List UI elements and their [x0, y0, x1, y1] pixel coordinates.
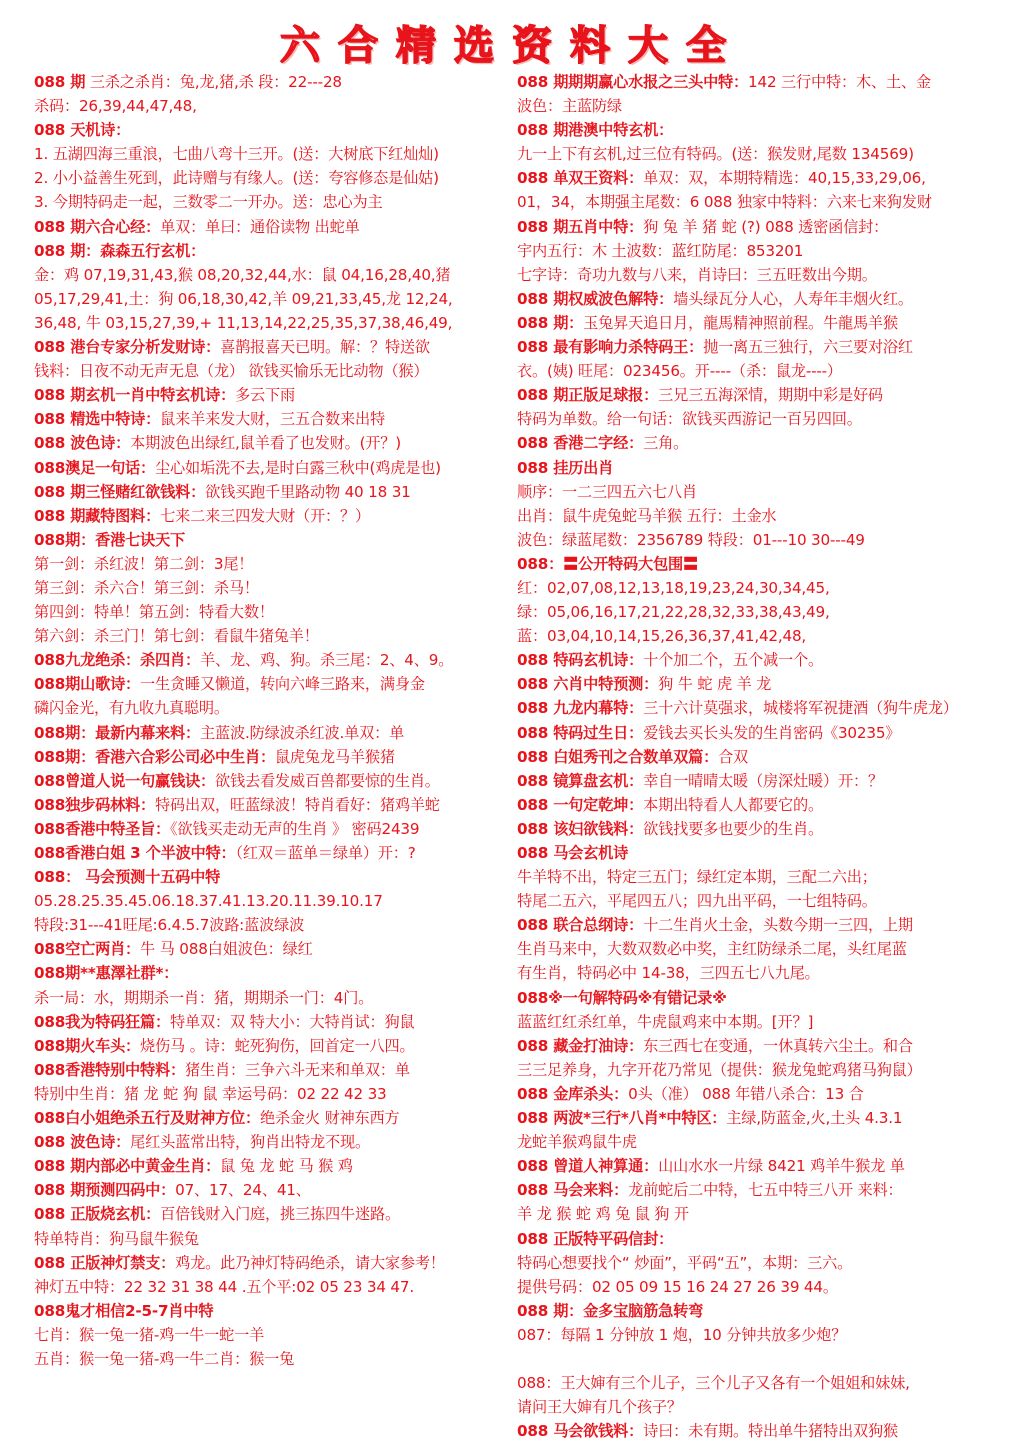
entry-label: 088 期 — [34, 73, 86, 91]
left-line — [34, 1227, 518, 1251]
left-line — [34, 311, 518, 335]
entry-label: 088 正版神灯禁支： — [34, 1253, 176, 1272]
right-line — [517, 359, 992, 383]
page-title: 六合精选资料大全 — [280, 23, 744, 69]
right-line — [517, 431, 992, 455]
entry-label: 088 期期期赢心水报之三头中特： — [517, 73, 749, 91]
right-line — [517, 600, 992, 624]
entry-text: 142 三行中特：木、土、金 — [748, 73, 931, 91]
left-line — [34, 769, 518, 793]
left-line — [34, 600, 518, 624]
right-line — [517, 1178, 992, 1202]
entry-label: 088※一句解特码※有错记录※ — [517, 988, 727, 1007]
entry-text: 顺序：一二三四五六七八肖 — [517, 482, 697, 501]
right-line — [517, 190, 992, 214]
entry-text: 尘心如垢洗不去,是时白露三秋中(鸡虎是也) — [155, 458, 441, 477]
entry-text: （红双＝蓝单＝绿单）开：? — [235, 844, 416, 862]
entry-label: 088 期内部必中黄金生肖： — [34, 1157, 221, 1176]
entry-text: 玉兔昇天追日月，龍馬精神照前程。牛龍馬羊猴 — [583, 313, 898, 332]
right-line — [517, 769, 992, 793]
right-line — [517, 1227, 992, 1251]
left-line — [34, 1347, 518, 1371]
right-line — [517, 263, 992, 287]
entry-text: 金：鸡 07,19,31,43,猴 08,20,32,44,水：鼠 04,16,28,40,猪 — [34, 265, 451, 284]
entry-text: 087：每隔 1 分钟放 1 炮，10 分钟共放多少炮？ — [517, 1325, 847, 1344]
entry-text: 诗曰：未有期。特出单牛猪特出双狗猴 — [643, 1422, 898, 1441]
entry-text: 喜鹊报喜天已明。解：？特送欲 — [220, 338, 430, 357]
entry-label: 088 曾道人神算通： — [517, 1157, 659, 1176]
entry-label: 088 单双王资料： — [517, 169, 644, 188]
entry-label: 088 马会来料： — [517, 1181, 629, 1200]
entry-label: 088 镜算盘玄机： — [517, 771, 644, 790]
right-line — [517, 287, 992, 311]
left-line — [34, 70, 518, 94]
entry-label: 088：〓公开特码大包围〓 — [517, 554, 698, 573]
left-line — [34, 841, 518, 865]
left-line — [34, 1275, 518, 1299]
entry-text: 七肖：猴一兔一猪-鸡一牛一蛇一羊 — [34, 1325, 265, 1344]
left-line — [34, 431, 518, 455]
right-line — [517, 937, 992, 961]
left-line — [34, 1082, 518, 1106]
entry-label: 088 精选中特诗： — [34, 410, 161, 429]
right-line — [517, 118, 992, 142]
left-line — [34, 456, 518, 480]
entry-label: 088期：香港七诀天下 — [34, 530, 186, 549]
left-line — [34, 552, 518, 576]
right-line — [517, 1130, 992, 1154]
entry-text: 爱钱去买长头发的生肖密码《30235》 — [643, 723, 901, 742]
left-line — [34, 624, 518, 648]
entry-label: 088 波色诗： — [34, 434, 131, 453]
entry-label: 088 最有影响力杀特码王： — [517, 338, 704, 357]
right-line — [517, 480, 992, 504]
right-line — [517, 841, 992, 865]
left-line — [34, 1251, 518, 1275]
right-line — [517, 311, 992, 335]
right-line — [517, 1251, 992, 1275]
entry-text: 07、17、24、41、 — [175, 1181, 311, 1200]
left-line — [34, 383, 518, 407]
right-line — [517, 1010, 992, 1034]
left-line — [34, 1323, 518, 1347]
right-column — [517, 70, 992, 1443]
left-line — [34, 166, 518, 190]
entry-text: 东三西七在变通，一休真转六尘土。和合 — [643, 1036, 913, 1055]
left-line — [34, 913, 518, 937]
entry-text: 鸡龙。此乃神灯特码绝杀，请大家参考！ — [175, 1253, 445, 1272]
right-line — [517, 1395, 992, 1419]
entry-text: 绿：05,06,16,17,21,22,28,32,33,38,43,49, — [517, 603, 830, 622]
entry-text: 单双：单曰：通俗读物 出蛇单 — [160, 217, 360, 236]
entry-text: 杀码：26,39,44,47,48, — [34, 97, 197, 116]
entry-text: 088：王大婶有三个儿子，三个儿子又各有一个姐姐和妹妹, — [517, 1374, 910, 1393]
entry-text: 主绿,防蓝金,火,土头 4.3.1 — [726, 1109, 903, 1128]
left-line — [34, 672, 518, 696]
entry-label: 088曾道人说一句赢钱诀： — [34, 771, 215, 790]
entry-text: 幸自一晴晴太暖（房深灶暖）开：？ — [643, 771, 883, 790]
left-line — [34, 889, 518, 913]
entry-text: 3. 今期特码走一起，三数零二一开办。送：忠心为主 — [34, 193, 383, 212]
entry-label: 088 期五肖中特： — [517, 217, 644, 236]
left-line — [34, 865, 518, 889]
right-line — [517, 648, 992, 672]
entry-text: 波色：绿蓝尾数：2356789 特段：01---10 30---49 — [517, 530, 865, 549]
entry-label: 088 期： — [517, 313, 584, 332]
entry-text: 百倍钱财入门庭，挑三拣四牛迷路。 — [160, 1205, 400, 1224]
entry-label: 088白小姐绝杀五行及财神方位： — [34, 1109, 260, 1128]
right-line — [517, 166, 992, 190]
right-line — [517, 70, 992, 94]
right-line — [517, 1058, 992, 1082]
entry-label: 088九龙绝杀：杀四肖： — [34, 651, 200, 670]
entry-label: 088澳足一句话： — [34, 458, 156, 477]
entry-text: 1. 五湖四海三重浪，七曲八弯十三开。(送：大树底下红灿灿) — [34, 145, 439, 164]
entry-label: 088 港台专家分析发财诗： — [34, 338, 221, 357]
entry-text: 红：02,07,08,12,13,18,19,23,24,30,34,45, — [517, 578, 830, 597]
entry-text: 生肖马来中，大数双数必中奖，主红防绿杀二尾，头红尾蓝 — [517, 940, 907, 959]
entry-text: 特码心想要找个“ 炒面”，平码“五”，本期：三六。 — [517, 1253, 853, 1272]
entry-text: 36,48, 牛 03,15,27,39,+ 11,13,14,22,25,35,37,38,46,49, — [34, 313, 453, 332]
left-line — [34, 1106, 518, 1130]
right-line — [517, 1275, 992, 1299]
left-line — [34, 263, 518, 287]
entry-text: 2. 小小益善生死到，此诗赠与有缘人。(送：夸容修态是仙姑) — [34, 169, 439, 188]
entry-label: 088 期六合心经： — [34, 217, 161, 236]
right-line — [517, 672, 992, 696]
right-line — [517, 407, 992, 431]
right-line — [517, 745, 992, 769]
entry-text: 羊 龙 猴 蛇 鸡 兔 鼠 狗 开 — [517, 1205, 689, 1224]
entry-text: 主蓝波.防绿波杀红波.单双：单 — [200, 723, 405, 742]
left-line — [34, 118, 518, 142]
left-line — [34, 961, 518, 985]
entry-label: 088期火车头： — [34, 1036, 141, 1055]
entry-text: 龙前蛇后二中特，七五中特三八开 来料： — [628, 1181, 903, 1200]
left-line — [34, 480, 518, 504]
entry-label: 088鬼才相信2-5-7肖中特 — [34, 1301, 214, 1320]
entry-text: 多云下雨 — [235, 386, 296, 405]
right-line — [517, 1034, 992, 1058]
left-line — [34, 576, 518, 600]
entry-label: 088 马会欲钱料： — [517, 1422, 644, 1441]
left-line — [34, 1034, 518, 1058]
entry-text: 衣。(姨) 旺尾：023456。开----（杀：鼠龙----） — [517, 362, 842, 381]
entry-label: 088 六肖中特预测： — [517, 675, 659, 694]
left-line — [34, 1202, 518, 1226]
right-line — [517, 335, 992, 359]
entry-label: 088 特码玄机诗： — [517, 651, 644, 670]
entry-label: 088 一句定乾坤： — [517, 795, 644, 814]
entry-text: 狗 牛 蛇 虎 羊 龙 — [658, 675, 772, 694]
entry-text: 01，34，本期强主尾数：6 088 独家中特料：六来七来狗发财 — [517, 193, 932, 212]
right-line — [517, 913, 992, 937]
entry-label: 088香港白姐 3 个半波中特： — [34, 844, 236, 862]
right-line — [517, 1419, 992, 1443]
entry-text: 牛 马 088白姐波色：绿红 — [140, 940, 313, 959]
entry-label: 088 香港二字经： — [517, 434, 644, 453]
entry-label: 088 藏金打油诗： — [517, 1036, 644, 1055]
right-line — [517, 1371, 992, 1395]
entry-text: 抛一离五三独行，六三要对浴红 — [703, 338, 913, 357]
entry-text: 欲钱去看发威百兽都要惊的生肖。 — [214, 771, 440, 790]
left-line — [34, 407, 518, 431]
right-line — [517, 793, 992, 817]
entry-text: 第六剑：杀三门！第七剑：看鼠牛猪兔羊！ — [34, 627, 319, 646]
right-line — [517, 1154, 992, 1178]
entry-text: 尾红头蓝常出特，狗肖出特龙不现。 — [130, 1133, 370, 1152]
entry-text: 宇内五行：木 土波数：蓝红防尾：853201 — [517, 241, 804, 260]
right-line — [517, 817, 992, 841]
left-line — [34, 504, 518, 528]
left-line — [34, 1058, 518, 1082]
entry-label: 088 期：森森五行玄机： — [34, 241, 206, 260]
entry-text: 第四剑：特单！第五剑：特看大数！ — [34, 603, 274, 622]
entry-text: 合双 — [718, 747, 749, 766]
entry-label: 088期**惠澤社群*： — [34, 964, 179, 983]
right-line — [517, 504, 992, 528]
left-line — [34, 817, 518, 841]
entry-text: 单双：双，本期特精选：40,15,33,29,06, — [643, 169, 926, 188]
entry-text: 十个加二个，五个减一个。 — [643, 651, 823, 670]
entry-text: 钱料：日夜不动无声无息（龙） 欲钱买愉乐无比动物（猴） — [34, 362, 429, 381]
right-line — [517, 961, 992, 985]
entry-text: 本期出特看人人都要它的。 — [643, 795, 823, 814]
right-line — [517, 552, 992, 576]
entry-text: 特单特肖：狗马鼠牛猴兔 — [34, 1229, 199, 1248]
left-line — [34, 1299, 518, 1323]
entry-text: 提供号码：02 05 09 15 16 24 27 26 39 44。 — [517, 1277, 838, 1296]
entry-text: 七字诗：奇功九数与八来，肖诗曰：三五旺数出今期。 — [517, 265, 877, 284]
entry-label: 088 期玄机一肖中特玄机诗： — [34, 386, 236, 405]
entry-text: 欲钱找要多也要少的生肖。 — [643, 819, 823, 838]
right-line — [517, 142, 992, 166]
entry-text: 烧伤马 。诗：蛇死狗伤，回首定一八四。 — [140, 1036, 415, 1055]
entry-label: 088 正版烧玄机： — [34, 1205, 161, 1224]
entry-label: 088 期藏特图料： — [34, 506, 161, 525]
entry-label: 088期：最新内幕来料： — [34, 723, 200, 742]
entry-text: 有生肖，特码必中 14-38，三四五七八九尾。 — [517, 964, 820, 983]
left-line — [34, 793, 518, 817]
entry-label: 088期山歌诗： — [34, 675, 141, 694]
left-line — [34, 696, 518, 720]
right-line — [517, 696, 992, 720]
entry-text: 特单双：双 特大小：大特肖试：狗鼠 — [170, 1012, 415, 1031]
entry-text: 鼠 兔 龙 蛇 马 猴 鸡 — [220, 1157, 353, 1176]
entry-text: 《欲钱买走动无声的生肖 》 密码2439 — [170, 819, 420, 838]
left-line — [34, 335, 518, 359]
entry-text: 本期波色出绿红,鼠羊看了也发财。(开？) — [130, 434, 402, 453]
entry-text: 特码出双，旺蓝绿波！特肖看好：猪鸡羊蛇 — [155, 795, 440, 814]
entry-text: 三十六计莫强求，城楼将军祝捷酒（狗牛虎龙） — [643, 699, 958, 718]
right-line — [517, 986, 992, 1010]
entry-label: 088 正版特平码信封： — [517, 1229, 674, 1248]
entry-label: 088 波色诗： — [34, 1133, 131, 1152]
entry-label: 088： 马会预测十五码中特 — [34, 868, 221, 887]
entry-label: 088 特码过生日： — [517, 723, 644, 742]
entry-text: 墙头绿瓦分人心，人寿年丰烟火红。 — [673, 289, 913, 308]
left-line — [34, 1130, 518, 1154]
right-line — [517, 889, 992, 913]
right-line — [517, 1347, 992, 1371]
right-line — [517, 865, 992, 889]
right-line — [517, 1323, 992, 1347]
left-line — [34, 239, 518, 263]
entry-label: 088空亡两肖： — [34, 940, 141, 959]
entry-text: 三杀之杀肖：兔,龙,猪,杀 段：22---28 — [85, 73, 342, 91]
entry-label: 088 挂历出肖 — [517, 458, 614, 477]
left-line — [34, 528, 518, 552]
right-line — [517, 94, 992, 118]
left-line — [34, 190, 518, 214]
entry-text: 绝杀金火 财神东西方 — [259, 1109, 400, 1128]
entry-label: 088 期三怪赌红欲钱料： — [34, 482, 206, 501]
entry-label: 088香港特别中特料： — [34, 1060, 186, 1079]
right-line — [517, 1106, 992, 1130]
right-line — [517, 239, 992, 263]
entry-text: 蓝：03,04,10,14,15,26,36,37,41,42,48, — [517, 627, 807, 646]
entry-label: 088 天机诗： — [34, 121, 131, 140]
left-line — [34, 287, 518, 311]
entry-text: 三兄三五海深情，期期中彩是好码 — [658, 386, 883, 405]
entry-label: 088我为特码狂篇： — [34, 1012, 171, 1031]
entry-text: 十二生肖火土金，头数今期一三四，上期 — [643, 916, 913, 935]
entry-text: 蓝蓝红红杀红单，牛虎鼠鸡来中本期。[开？] — [517, 1012, 814, 1031]
left-line — [34, 1178, 518, 1202]
entry-text: 狗 兔 羊 猪 蛇 (?) 088 透密函信封： — [643, 217, 889, 236]
entry-text: 五肖：猴一兔一猪-鸡一牛二肖：猴一兔 — [34, 1349, 295, 1368]
right-line — [517, 1082, 992, 1106]
entry-text: 猪生肖：三争六斗无来和单双：单 — [185, 1060, 410, 1079]
entry-text: 第一剑：杀红波！第二剑：3尾！ — [34, 554, 254, 573]
right-line — [517, 383, 992, 407]
entry-text: 请问王大婶有几个孩子？ — [517, 1398, 682, 1417]
entry-text: 特尾二五六，平尾四五八；四九出平码，一七组特码。 — [517, 892, 877, 911]
entry-text: 磷闪金光，有九收九真聪明。 — [34, 699, 229, 718]
entry-text: 05,17,29,41,土：狗 06,18,30,42,羊 09,21,33,45,龙 12,24, — [34, 289, 453, 308]
entry-text: 特码为单数。给一句话：欲钱买西游记一百另四回。 — [517, 410, 862, 429]
entry-label: 088 九龙内幕特： — [517, 699, 644, 718]
entry-text: 山山水水一片绿 8421 鸡羊牛猴龙 单 — [658, 1157, 905, 1176]
entry-text: 波色：主蓝防绿 — [517, 97, 622, 116]
entry-label: 088 期预测四码中： — [34, 1181, 176, 1200]
left-line — [34, 721, 518, 745]
entry-text: 牛羊特不出，特定三五门；绿红定本期，三配二六出； — [517, 868, 877, 887]
entry-text: 三三足养身，九字开花乃常见（提供：猴龙兔蛇鸡猪马狗鼠） — [517, 1060, 922, 1079]
left-line — [34, 142, 518, 166]
left-line — [34, 648, 518, 672]
left-line — [34, 94, 518, 118]
entry-text: 05.28.25.35.45.06.18.37.41.13.20.11.39.10.17 — [34, 892, 383, 911]
entry-label: 088 金库杀头： — [517, 1084, 629, 1103]
right-line — [517, 456, 992, 480]
entry-label: 088 白姐秀刊之合数单双篇： — [517, 747, 719, 766]
right-line — [517, 624, 992, 648]
right-line — [517, 721, 992, 745]
entry-text: 鼠来羊来发大财，三五合数来出特 — [160, 410, 385, 429]
left-column — [34, 70, 518, 1371]
entry-text: 欲钱买跑千里路动物 40 18 31 — [205, 482, 411, 501]
entry-label: 088 联合总纲诗： — [517, 916, 644, 935]
entry-label: 088期：香港六合彩公司必中生肖： — [34, 747, 275, 766]
entry-text: 鼠虎兔龙马羊猴猪 — [274, 747, 395, 766]
entry-label: 088 期港澳中特玄机： — [517, 121, 674, 140]
entry-text: 杀一局：水，期期杀一肖：猪，期期杀一门：4门。 — [34, 988, 374, 1007]
left-line — [34, 1010, 518, 1034]
left-line — [34, 1154, 518, 1178]
entry-label: 088 期权威波色解特： — [517, 289, 674, 308]
entry-label: 088 该妇欲钱料： — [517, 819, 644, 838]
right-line — [517, 528, 992, 552]
entry-text: 一生贪睡又懒道，转向六峰三路来，满身金 — [140, 675, 425, 694]
entry-text: 三角。 — [643, 434, 689, 453]
entry-text: 特别中生肖：猪 龙 蛇 狗 鼠 幸运号码：02 22 42 33 — [34, 1084, 387, 1103]
entry-text: 0头（准） 088 年错八杀合：13 合 — [628, 1084, 864, 1103]
entry-label: 088独步码林料： — [34, 795, 156, 814]
right-line — [517, 576, 992, 600]
entry-label: 088 马会玄机诗 — [517, 844, 629, 862]
entry-text: 羊、龙、鸡、狗。杀三尾：2、4、9。 — [200, 651, 454, 670]
entry-label: 088 两波*三行*八肖*中特区： — [517, 1109, 727, 1128]
entry-text: 出肖：鼠牛虎兔蛇马羊猴 五行：土金水 — [517, 506, 777, 525]
entry-text: 九一上下有玄机,过三位有特码。(送：猴发财,尾数 134569) — [517, 145, 914, 164]
left-line — [34, 986, 518, 1010]
entry-text: 七来二来三四发大财（开：？） — [160, 506, 370, 525]
right-line — [517, 1202, 992, 1226]
left-line — [34, 745, 518, 769]
entry-label: 088 期正版足球报： — [517, 386, 659, 405]
left-line — [34, 937, 518, 961]
entry-label: 088香港中特圣旨： — [34, 819, 171, 838]
left-line — [34, 359, 518, 383]
entry-text: 第三剑：杀六合！第三剑：杀马！ — [34, 578, 259, 597]
entry-text: 龙蛇羊猴鸡鼠牛虎 — [517, 1133, 637, 1152]
left-line — [34, 215, 518, 239]
entry-label: 088 期：金多宝脑筋急转弯 — [517, 1301, 704, 1320]
right-line — [517, 215, 992, 239]
entry-text: 神灯五中特：22 32 31 38 44 .五个平:02 05 23 34 47. — [34, 1277, 414, 1296]
entry-text: 特段:31---41旺尾:6.4.5.7波路:蓝波绿波 — [34, 916, 305, 935]
right-line — [517, 1299, 992, 1323]
